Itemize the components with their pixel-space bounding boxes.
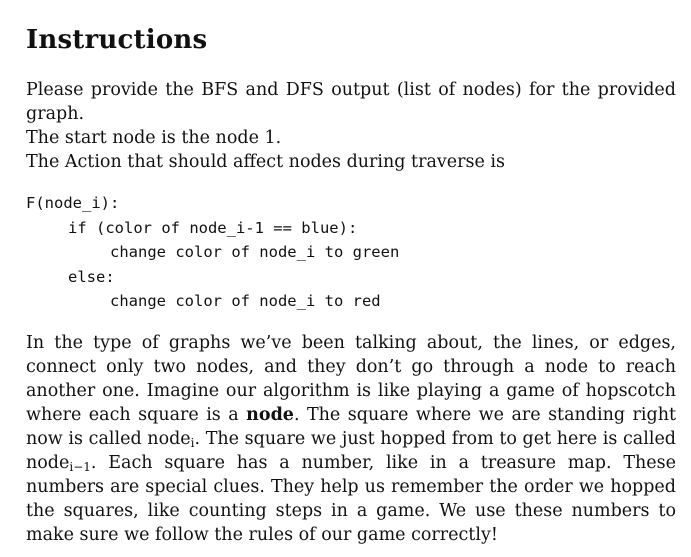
code-line-red: change color of node_i to red	[110, 292, 381, 310]
code-block	[26, 191, 676, 314]
explanation-part-1: In the type of graphs we’ve been talking about, the lines, or edges, connect only two nodes, and they don’t go through a node to reach another one. Imagine our algorithm is like playing a game of hopscotch where each square is a	[26, 332, 676, 425]
explanation-part-4: . Each square has a number, like in a treasure map. These numbers are special clues. They help us remember the order we hopped the squares, like counting steps in a game. We use these numbers to make sure we follow the rules of our game correctly!	[26, 452, 676, 545]
explanation-paragraph	[26, 331, 676, 547]
code-line-function: F(node_i):	[26, 194, 120, 212]
bold-node-word: node	[246, 404, 294, 425]
intro-line-start-node: The start node is the node 1.	[26, 128, 282, 148]
subscript-i: i	[190, 435, 195, 450]
intro-line-task: Please provide the BFS and DFS output (list of nodes) for the provided graph.	[26, 80, 676, 124]
page-title: Instructions	[26, 25, 208, 55]
code-line-if: if (color of node_i-1 == blue):	[68, 218, 358, 237]
code-line-green: change color of node_i to green	[110, 243, 400, 261]
document-page	[26, 22, 676, 547]
code-line-else: else:	[68, 267, 115, 286]
intro-line-action: The Action that should affect nodes during traverse is	[26, 152, 505, 172]
explanation-part-2: . The square where we are standing right now is called node	[26, 404, 676, 449]
intro-section	[26, 78, 676, 174]
explanation-text	[26, 331, 676, 547]
explanation-part-3: . The square we just hopped from to get here is called node	[26, 428, 676, 473]
subscript-i-minus-1: i−1	[69, 459, 91, 474]
